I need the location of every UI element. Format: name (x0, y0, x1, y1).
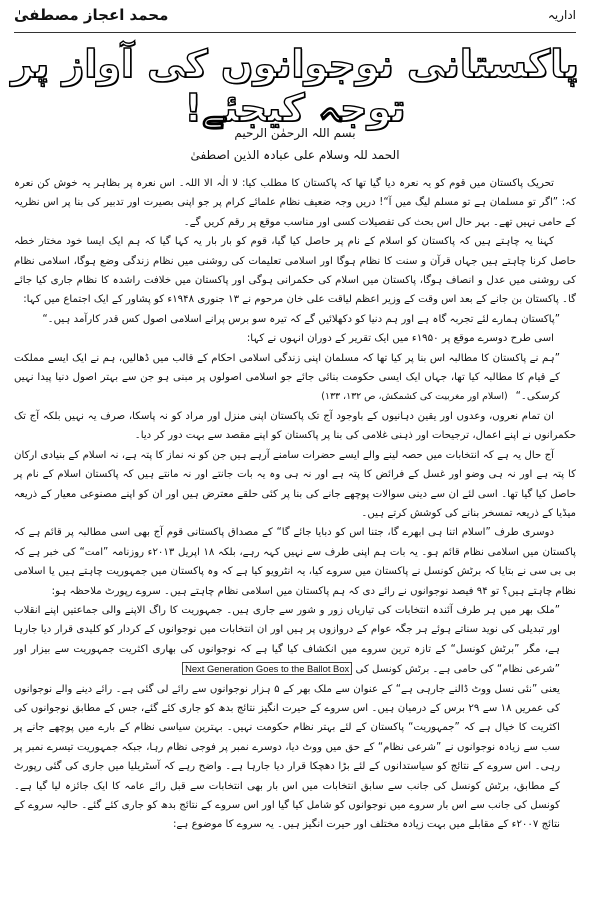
paragraph-6: دوسری طرف ”اسلام اتنا ہی ابھرے گا، جتنا اس کو دبایا جائے گا“ کے مصداق پاکستانی قوم آج بھی اسی مطالبہ پر قائم ہے کہ پاکستان میں اسلامی نظام قائم ہو۔ یہ بات ہم اپنی طرف سے نہیں کہہ رہے، بلکہ ۱۸ اپریل ۲۰۱۳ء روزنامہ ”امت“ کی خبر ہے کہ بی بی سی نے بتایا کہ برٹش کونسل نے پاکستان میں سروے کیا، یہ انٹرویو کیا ہے کہ وہ پاکستان میں جمہوریت چاہتے ہیں یا اسلامی نظام چاہتے ہیں؟ تو ۹۴ فیصد نوجوانوں نے رائے دی کہ ہم پاکستان میں اسلامی نظام چاہتے ہیں۔ سروے رپورٹ ملاحظہ ہو: (14, 527, 576, 597)
paragraph-4: ان تمام نعروں، وعدوں اور یقین دہانیوں کے باوجود آج تک پاکستان اپنی منزل اور مراد کو نہ پاسکا، صرف یہ نہیں بلکہ آج تک حکمرانوں نے اپنے اعمال، ترجیحات اور ذہنی غلامی کی بنا پر پاکستان کو اپنے مقصد سے بہت دور کر دیا۔ (14, 410, 576, 442)
paragraph-2: کہنا یہ چاہتے ہیں کہ پاکستان کو اسلام کے نام پر حاصل کیا گیا، قوم کو بار بار یہ کہا گیا کہ ہم ایک ایسا خود مختار خطہ حاصل کرنا چاہتے ہیں جہاں قرآن و سنت کا نظام ہوگا اور اسلامی تعلیمات کی روشنی میں نظام زندگی وضع ہوگا، اسلامی نظام کی روشنی میں عدل و انصاف ہوگا، پاکستان میں اسلام کی حکمرانی ہوگی اور پاکستان میں خلافت راشدہ کا نظام جاری کیا جائے گا۔ پاکستان بن جانے کے بعد اس وقت کے وزیر اعظم لیاقت علی خان مرحوم نے ۱۳ جنوری ۱۹۴۸ء کو پشاور کے ایک اجتماع میں کہا: (14, 236, 576, 306)
editorial-title-text: پاکستانی نوجوانوں کی آواز پر توجہ کیجئے! (11, 42, 579, 130)
bismillah: بسم اللہ الرحمٰن الرحیم (234, 126, 356, 140)
quote-2 (14, 349, 576, 407)
paragraph-5: آج حال یہ ہے کہ انتخابات میں حصہ لینے والے ایسے حضرات سامنے آرہے ہیں جن کو نہ نماز کا پتہ ہے، نہ اسلام کے بنیادی ارکان کا پتہ ہے اور نہ ہی وضو اور غسل کے فرائض کا پتہ ہے اور نہ ہی وہ یہ بات جانتے اور نہ مانتے ہیں کہ پاکستان اسلام کے نام پر حاصل کیا گیا تھا۔ اسی لئے ان سے دینی سوالات پوچھے جانے کی بنا پر کئی حلقے معترض ہیں اور ان کو اپنے مصنوعی معیار کے ذریعہ میڈیا کے ذریعہ تمسخر بنانے کی کوشش کرتے ہیں۔ (14, 449, 576, 519)
section-label: اداریہ (547, 8, 576, 22)
quote-3-text: ”ملک بھر میں ہر طرف آئندہ انتخابات کی تیاریاں زور و شور سے جاری ہیں۔ جمہوریت کا راگ الاپنے والی جماعتیں اپنے انقلاب اور تبدیلی کی نوید سناتے ہوئے ہر جگہ عوام کے دروازوں پر ہیں اور ان انتخابات میں نوجوانوں کے کردار کو کلیدی قرار دیا جارہا ہے، مگر ”برٹش کونسل“ کے تازہ ترین سروے میں انکشاف کیا گیا ہے کہ نوجوانوں کی بھاری اکثریت جمہوریت سے بیزار اور ”شرعی نظام“ کی حامی ہے۔ برٹش کونسل کی (14, 604, 560, 676)
survey-title-latin: Next Generation Goes to the Ballot Box (182, 662, 352, 675)
paragraph-1: تحریک پاکستان میں قوم کو یہ نعرہ دیا گیا تھا کہ پاکستان کا مطلب کیا: لا الٰہ الا اللہ۔ اس نعرہ پر بظاہر یہ خوش کن نعرہ کہ: ”اگر تو مسلمان ہے تو مسلم لیگ میں آ“! دریں وجہ ضعیف نظام علمائے کرام پر جو اپنی بصیرت اور تدبیر کی بنا پر اس نظریہ کے حامی نہیں تھے۔ بہر حال اس بحث کی تفصیلات کسی اور مناسب موقع پر رقم کریں گے۔ (14, 178, 576, 228)
paragraph-3: اسی طرح دوسرے موقع پر ۱۹۵۰ء میں ایک تقریر کے دوران انہوں نے کہا: (246, 333, 554, 345)
quote-2-text: ”ہم نے پاکستان کا مطالبہ اس بنا پر کیا تھا کہ مسلمان اپنی زندگی اسلامی احکام کے قالب میں ڈھالیں، ہم نے ایک ایسے مملکت کے قیام کا مطالبہ کیا تھا، جہاں ایک ایسی حکومت بنائی جائے جو اسلامی اصولوں پر مبنی ہو جن سے بہتر اصول دنیا پیدا نہیں کرسکی۔“ (14, 352, 560, 403)
article-body (14, 174, 576, 835)
author-name: محمد اعجاز مصطفیٰ (14, 6, 169, 24)
quote-3 (14, 601, 576, 680)
page-header (14, 6, 576, 33)
editorial-title (0, 42, 590, 130)
quote-1: ”پاکستان ہمارے لئے تجربہ گاہ ہے اور ہم دنیا کو دکھلائیں گے کہ تیرہ سو برس پرانے اسلامی اصول کس قدر کارآمد ہیں۔“ (42, 313, 560, 325)
salutation: الحمد للہ وسلام علی عبادہ الذین اصطفیٰ (190, 148, 400, 162)
paragraph-7: یعنی ”نئی نسل ووٹ ڈالنے جارہی ہے“ کے عنوان سے ملک بھر کے ۵ ہزار نوجوانوں سے رائے لی گئی ہے۔ رائے دینے والے نوجوانوں کی عمریں ۱۸ سے ۲۹ برس کے درمیان ہیں۔ اس سروے کے حیرت انگیز نتائج بدھ کو جاری کئے گئے، جس کے مطابق نوجوانوں کی اکثریت کا خیال ہے کہ ”جمہوریت“ پاکستان کے لئے بہتر نظام حکومت نہیں۔ بہترین سیاسی نظام کے بارے میں پوچھے جانے پر سب سے زیادہ نوجوانوں نے ”شرعی نظام“ کے حق میں ووٹ دیا، دوسرے نمبر پر فوجی نظام رہا، جبکہ جمہوریت تیسرے نمبر پر رہی۔ اس سروے کے نتائج کو سیاستدانوں کے لئے بڑا دھچکا قرار دیا جارہا ہے۔ واضح رہے کہ آسٹریلیا میں جاری کی گئی رپورٹ کے مطابق، برٹش کونسل کی جانب سے سابق انتخابات میں اس بار بھی انتخابات سے قبل رائے عامہ کا ایک جائزہ لیا گیا ہے۔ کونسل کی جانب سے اس بار سروے میں نوجوانوں کو شامل کیا گیا اور اس سروے کے نتائج بدھ کو جاری کئے گئے۔ حالیہ سروے کے نتائج ۲۰۰۷ء کے مقابلے میں بہت زیادہ مختلف اور حیرت انگیز ہیں۔ یہ سروے کا موضوع ہے: (14, 683, 561, 831)
quote-2-citation: (اسلام اور مغربیت کی کشمکش، ص ۱۳۲، ۱۳۳) (321, 391, 508, 403)
